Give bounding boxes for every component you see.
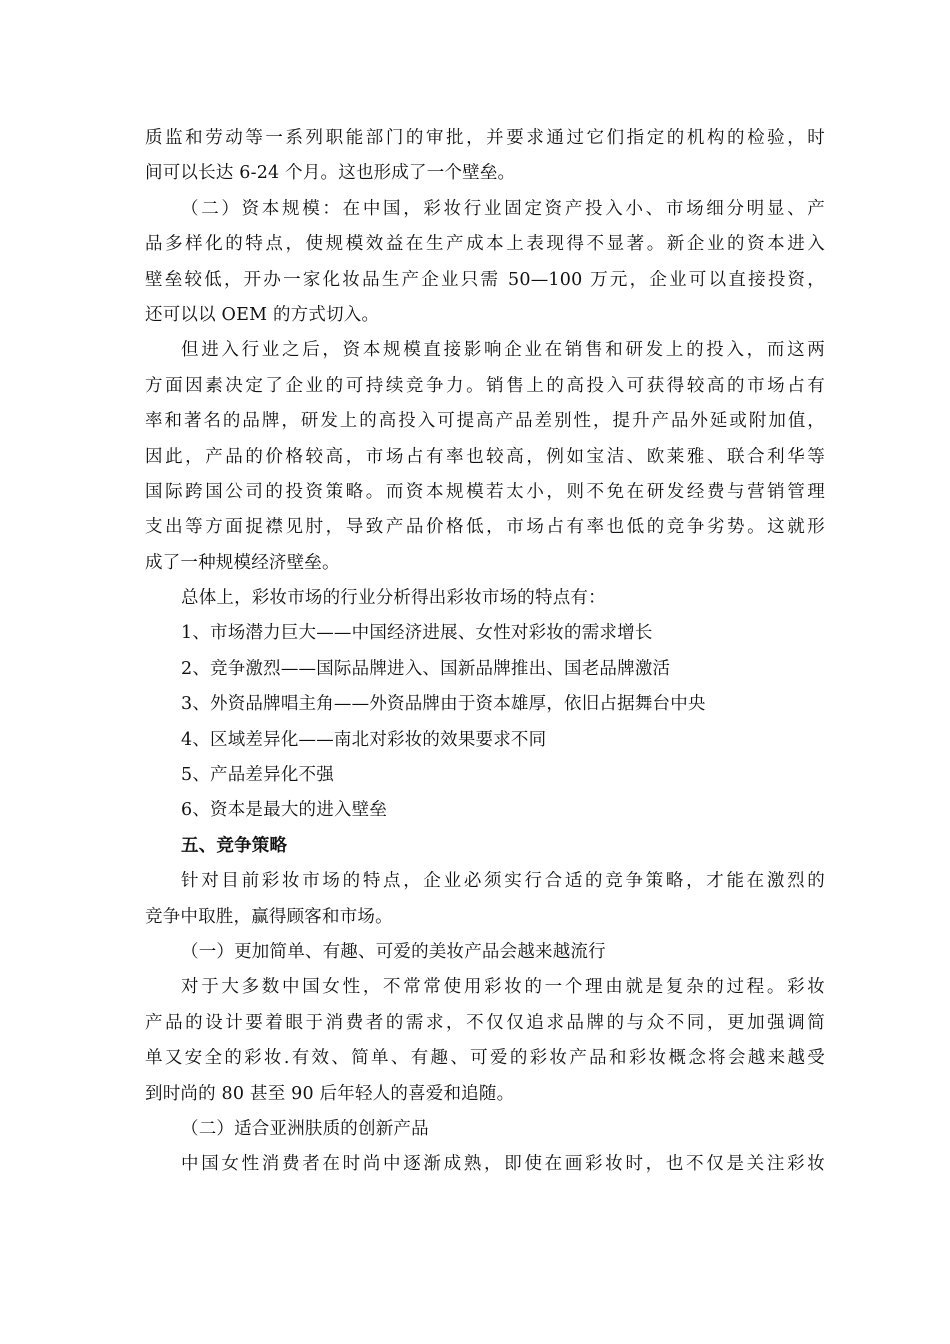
text-line: （一）更加简单、有趣、可爱的美妆产品会越来越流行 — [181, 941, 606, 962]
text-line: 支出等方面捉襟见肘，导致产品价格低，市场占有率也低的竞争劣势。这就形 — [145, 517, 825, 538]
text-line: 6、资本是最大的进入壁垒 — [181, 800, 388, 821]
text-line: 1、市场潜力巨大——中国经济进展、女性对彩妆的需求增长 — [181, 623, 653, 644]
text-line: 成了一种规模经济壁垒。 — [145, 552, 340, 573]
text-line: 方面因素决定了企业的可持续竞争力。销售上的高投入可获得较高的市场占有 — [145, 375, 825, 396]
document-page — [145, 121, 825, 1183]
text-line: 针对目前彩妆市场的特点，企业必须实行合适的竞争策略，才能在激烈的 — [181, 871, 825, 892]
text-line: 率和著名的品牌，研发上的高投入可提高产品差别性，提升产品外延或附加值， — [145, 411, 825, 432]
text-line: 产品的设计要着眼于消费者的需求，不仅仅追求品牌的与众不同，更加强调简 — [145, 1012, 825, 1033]
text-line: 到时尚的 80 甚至 90 后年轻人的喜爱和追随。 — [145, 1083, 515, 1104]
text-line: （二）资本规模：在中国，彩妆行业固定资产投入小、市场细分明显、产 — [181, 198, 825, 219]
text-line: 国际跨国公司的投资策略。而资本规模若太小，则不免在研发经费与营销管理 — [145, 481, 825, 502]
text-line: 间可以长达 6-24 个月。这也形成了一个壁垒。 — [145, 163, 516, 184]
text-line: 壁垒较低，开办一家化妆品生产企业只需 50—100 万元，企业可以直接投资， — [145, 269, 825, 290]
text-line: 5、产品差异化不强 — [181, 765, 334, 786]
text-line: 2、竞争激烈——国际品牌进入、国新品牌推出、国老品牌激活 — [181, 658, 671, 679]
text-line: 品多样化的特点，使规模效益在生产成本上表现得不显著。新企业的资本进入 — [145, 234, 825, 255]
text-line: 还可以以 OEM 的方式切入。 — [145, 304, 380, 325]
text-line: 质监和劳动等一系列职能部门的审批，并要求通过它们指定的机构的检验，时 — [145, 128, 825, 148]
text-line: 中国女性消费者在时尚中逐渐成熟，即使在画彩妆时，也不仅是关注彩妆 — [181, 1154, 825, 1175]
text-line: 因此，产品的价格较高，市场占有率也较高，例如宝洁、欧莱雅、联合利华等 — [145, 446, 825, 467]
text-line: 竞争中取胜，赢得顾客和市场。 — [145, 906, 393, 927]
text-line: 对于大多数中国女性，不常常使用彩妆的一个理由就是复杂的过程。彩妆 — [181, 977, 825, 998]
text-line: 3、外资品牌唱主角——外资品牌由于资本雄厚，依旧占据舞台中央 — [181, 694, 706, 715]
text-line: 4、区域差异化——南北对彩妆的效果要求不同 — [181, 729, 547, 750]
section-heading: 五、竞争策略 — [181, 835, 288, 856]
text-line: 但进入行业之后，资本规模直接影响企业在销售和研发上的投入，而这两 — [181, 340, 825, 361]
text-line: （二）适合亚洲肤质的创新产品 — [181, 1118, 429, 1139]
text-line: 单又安全的彩妆.有效、简单、有趣、可爱的彩妆产品和彩妆概念将会越来越受 — [145, 1048, 825, 1069]
text-line: 总体上，彩妆市场的行业分析得出彩妆市场的特点有： — [181, 588, 606, 609]
